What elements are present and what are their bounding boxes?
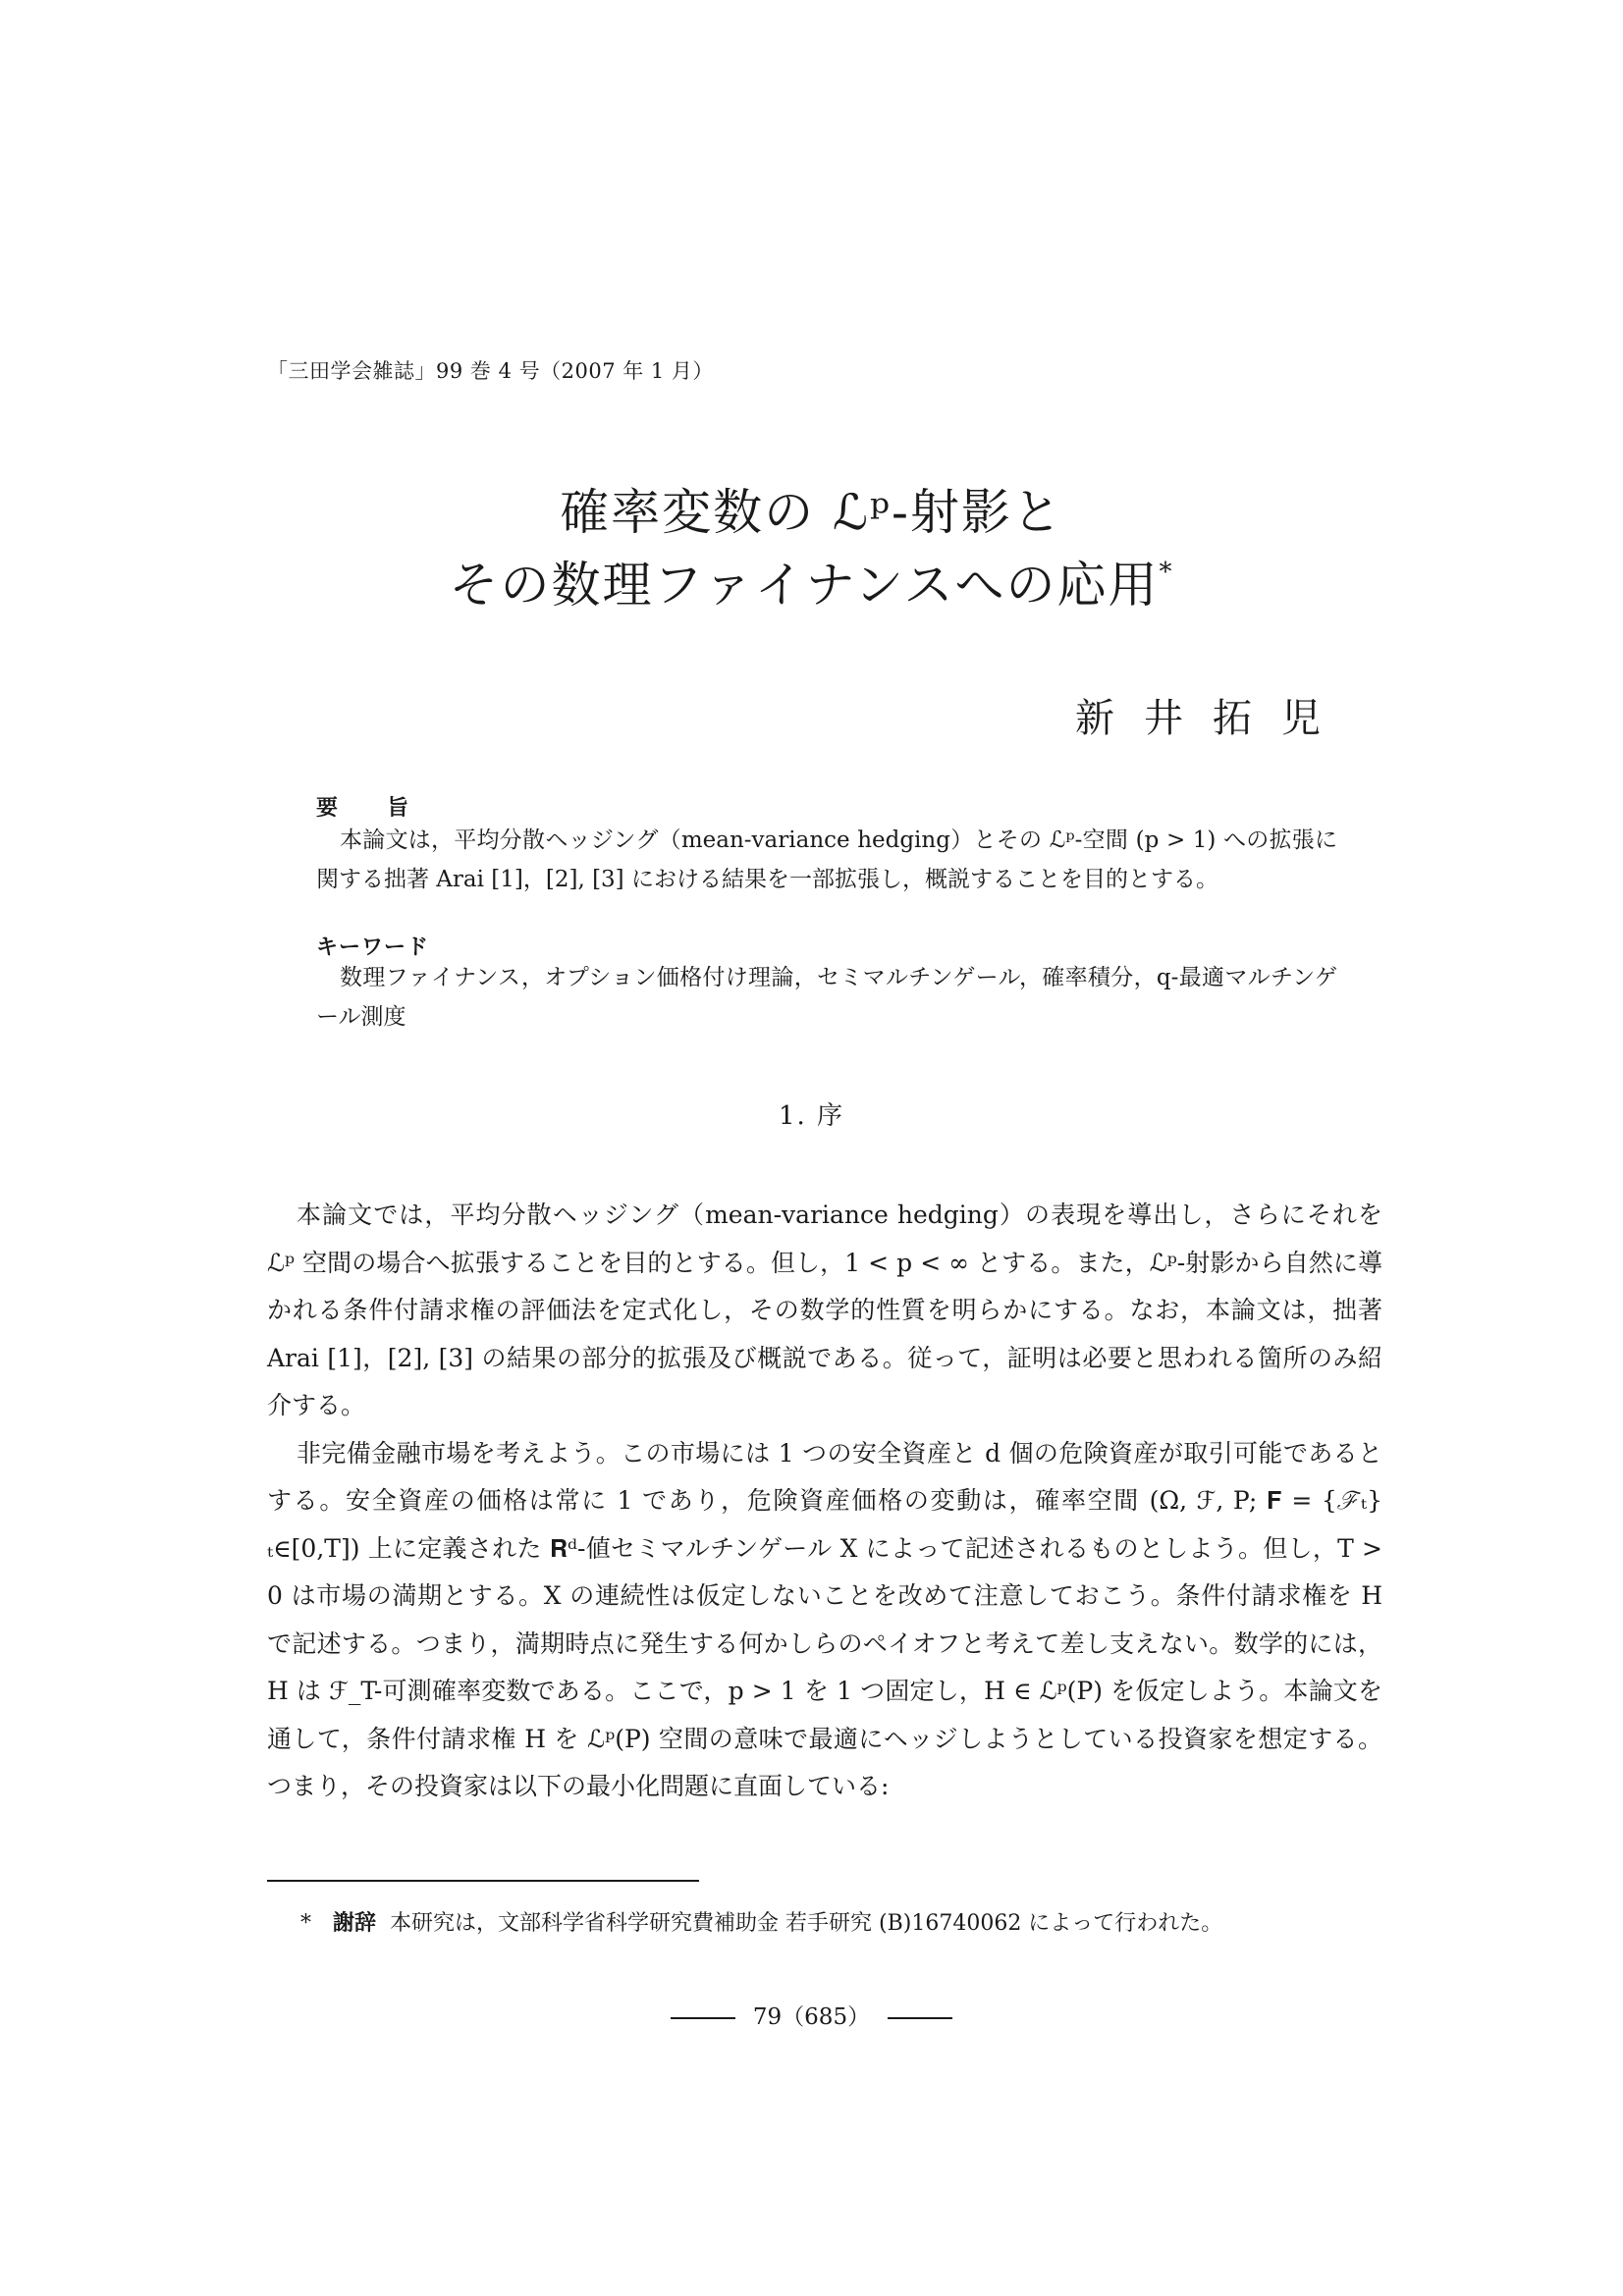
footnote-divider	[267, 1880, 699, 1882]
footnote	[300, 1906, 1222, 1937]
abstract-label: 要旨	[316, 795, 459, 821]
footnote-tag: 謝辞	[333, 1910, 377, 1936]
keywords-label: キーワード	[316, 934, 430, 960]
abstract-text: 本論文は，平均分散ヘッジング（mean-variance hedging）とその ℒᵖ-空間 (p > 1) への拡張に関する拙著 Arai [1]，[2], [3] における結果を一部拡張し，概説することを目的とする。	[316, 828, 1337, 892]
paper-title-line-2-text: その数理ファイナンスへの応用	[449, 557, 1160, 614]
body-paragraph-1: 本論文では，平均分散ヘッジング（mean-variance hedging）の表現を導出し，さらにそれを ℒᵖ 空間の場合へ拡張することを目的とする。但し，1 < p < ∞ とする。また，ℒᵖ-射影から自然に導かれる条件付請求権の評価法を定式化し，その数学的性質を明らかにする。なお，本論文は，拙著 Arai [1]，[2], [3] の結果の部分的拡張及び概説である。従って，証明は必要と思われる箇所のみ紹介する。	[267, 1201, 1382, 1419]
author-name: 新井拓児	[1075, 696, 1350, 741]
page-dash-right	[888, 2017, 952, 2019]
journal-citation: 「三田学会雑誌」99 巻 4 号（2007 年 1 月）	[267, 359, 714, 383]
title-footnote-mark: *	[1159, 558, 1174, 587]
body-paragraph-2: 非完備金融市場を考えよう。この市場には 1 つの安全資産と d 個の危険資産が取引可能であるとする。安全資産の価格は常に 1 であり，危険資産価格の変動は，確率空間 (Ω, ℱ, P; 𝐅 = {ℱₜ}ₜ∈[0,T]) 上に定義された 𝐑ᵈ-値セミマルチンゲール X によって記述されるものとしよう。但し，T > 0 は市場の満期とする。X の連続性は仮定しないことを改めて注意しておこう。条件付請求権を H で記述する。つまり，満期時点に発生する何かしらのペイオフと考えて差し支えない。数学的には，H は ℱ_T-可測確率変数である。ここで，p > 1 を 1 つ固定し，H ∈ ℒᵖ(P) を仮定しよう。本論文を通して，条件付請求権 H を ℒᵖ(P) 空間の意味で最適にヘッジしようとしている投資家を想定する。つまり，その投資家は以下の最小化問題に直面している:	[267, 1438, 1382, 1800]
footnote-mark: *	[300, 1911, 311, 1936]
paper-title-line-2	[0, 546, 1623, 616]
body-text	[267, 1192, 1382, 1811]
keywords-text: 数理ファイナンス，オプション価格付け理論，セミマルチンゲール，確率積分，q-最適マルチンゲール測度	[316, 965, 1337, 1030]
page-number: 79（685）	[752, 2004, 871, 2030]
page-footer	[0, 1999, 1623, 2031]
page-dash-left	[671, 2017, 735, 2019]
section-heading: 1. 序	[778, 1101, 845, 1131]
paper-title-line-1: 確率変数の ℒᵖ-射影と	[560, 484, 1063, 541]
footnote-text: 本研究は，文部科学省科学研究費補助金 若手研究 (B)16740062 によって行われた。	[390, 1911, 1223, 1936]
